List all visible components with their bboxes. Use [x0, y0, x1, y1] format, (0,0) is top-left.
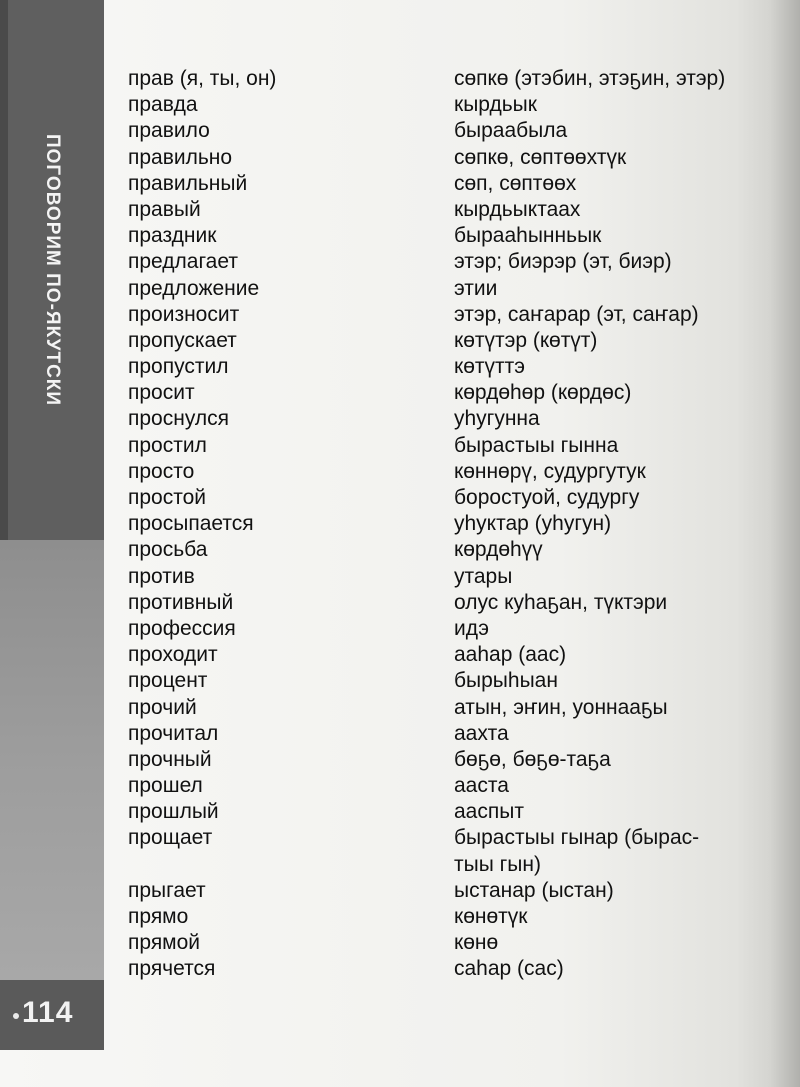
russian-word: правда: [128, 93, 198, 117]
russian-word: профессия: [128, 616, 236, 640]
russian-word: прочный: [128, 747, 212, 771]
yakut-translation: аахта: [454, 721, 509, 745]
russian-word: просьба: [128, 538, 208, 562]
dictionary-entry: [128, 773, 758, 799]
russian-word: прочий: [128, 695, 197, 719]
dictionary-entry: [128, 564, 758, 590]
yakut-translation: саһар (сас): [454, 957, 564, 981]
dictionary-entry: [128, 695, 758, 721]
dictionary-entry: [128, 956, 758, 982]
russian-word: просто: [128, 459, 195, 483]
yakut-translation: утары: [454, 564, 513, 588]
russian-word: проходит: [128, 643, 218, 667]
dictionary-entry: [128, 249, 758, 275]
yakut-translation: боростуой, судургу: [454, 486, 640, 509]
yakut-translation: сөп, сөптөөх: [454, 171, 577, 195]
yakut-translation: сөпкө, сөптөөхтүк: [454, 145, 627, 169]
dictionary-entry: [128, 799, 758, 825]
russian-word: прочитал: [128, 721, 219, 745]
yakut-translation: ааста: [454, 774, 509, 798]
yakut-translation: уһугунна: [454, 407, 540, 431]
yakut-translation: көрдөһөр (көрдөс): [454, 381, 632, 405]
russian-word: правый: [128, 197, 201, 221]
yakut-translation: этэр; биэрэр (эт, биэр): [454, 250, 672, 274]
yakut-translation: бырыhыан: [454, 669, 558, 693]
russian-word: процент: [128, 669, 208, 693]
dictionary-entry: [128, 92, 758, 118]
dictionary-entry: [128, 459, 758, 485]
dictionary-entry: [128, 668, 758, 694]
yakut-translation: бөҕө, бөҕө-таҕа: [454, 747, 611, 771]
russian-word: правильно: [128, 145, 233, 169]
yakut-translation: этэр, саҥарар (эт, саҥар): [454, 302, 699, 326]
yakut-translation: ааспыт: [454, 800, 524, 824]
dictionary-entry: [128, 380, 758, 406]
russian-word: прощает: [128, 826, 213, 850]
dictionary-entry: [128, 485, 758, 511]
yakut-translation: көннөрү, судургутук: [454, 459, 646, 483]
dictionary-entry: [128, 66, 758, 92]
dictionary-entry: [128, 354, 758, 380]
yakut-translation: идэ: [454, 616, 489, 640]
russian-word: предлагает: [128, 250, 238, 274]
yakut-translation: ыстанар (ыстан): [454, 878, 614, 902]
dictionary-entry: [128, 616, 758, 642]
russian-word: праздник: [128, 224, 217, 248]
side-tab-lower: [0, 540, 104, 980]
russian-word: просыпается: [128, 512, 254, 536]
dictionary-entry: [128, 145, 758, 171]
dictionary-entry: [128, 406, 758, 432]
russian-word: прыгает: [128, 878, 206, 902]
yakut-translation: көтүтэр (көтүт): [454, 328, 598, 352]
yakut-translation: көрдөһүү: [454, 538, 543, 562]
yakut-translation: бырааһынньык: [454, 224, 602, 248]
russian-word: правильный: [128, 171, 248, 195]
russian-word: противный: [128, 590, 234, 614]
yakut-translation: бырастыы гынна: [454, 433, 619, 457]
dictionary-entry: [128, 852, 758, 878]
russian-word: прячется: [128, 957, 216, 981]
yakut-translation: сөпкө (этэбин, этэҕин, этэр): [454, 67, 726, 90]
russian-word: прошел: [128, 774, 203, 798]
bullet-dot-icon: [13, 1013, 19, 1019]
dictionary-entry: [128, 276, 758, 302]
russian-word: правило: [128, 119, 210, 143]
dictionary-entry: [128, 930, 758, 956]
dictionary-entry: [128, 118, 758, 144]
dictionary-entry: [128, 721, 758, 747]
yakut-translation: кырдьыктаах: [454, 197, 581, 221]
dictionary-entry: [128, 904, 758, 930]
russian-word: проснулся: [128, 407, 229, 431]
dictionary-entry: [128, 302, 758, 328]
dictionary-entry: [128, 590, 758, 616]
yakut-translation: көнөтүк: [454, 905, 528, 928]
dictionary-entries: [128, 66, 758, 983]
russian-word: предложение: [128, 276, 260, 300]
dictionary-entry: [128, 537, 758, 563]
russian-word: прямой: [128, 931, 201, 955]
dictionary-entry: [128, 433, 758, 459]
russian-word: прошлый: [128, 800, 219, 824]
yakut-translation: көнө: [454, 931, 499, 955]
yakut-translation: уһуктар (уһугун): [454, 512, 612, 536]
page-number-box: [0, 980, 104, 1050]
dictionary-entry: [128, 642, 758, 668]
russian-word: прав (я, ты, он): [128, 67, 277, 90]
yakut-translation: олус куһаҕан, түктэри: [454, 590, 668, 614]
russian-word: простой: [128, 486, 207, 509]
page-number: 114: [22, 996, 74, 1029]
dictionary-entry: [128, 171, 758, 197]
russian-word: прямо: [128, 905, 189, 928]
russian-word: против: [128, 564, 195, 588]
yakut-translation: атын, эҥин, уоннааҕы: [454, 695, 668, 719]
dictionary-entry: [128, 197, 758, 223]
russian-word: простил: [128, 433, 207, 457]
dictionary-entry: [128, 747, 758, 773]
gutter-shadow: [770, 0, 800, 1087]
yakut-translation: бырастыы гынар (быраc-: [454, 826, 700, 850]
russian-word: произносит: [128, 302, 240, 326]
dictionary-entry: [128, 511, 758, 537]
yakut-translation: тыы гын): [454, 852, 541, 876]
russian-word: пропускает: [128, 328, 237, 352]
dictionary-entry: [128, 878, 758, 904]
russian-word: просит: [128, 381, 195, 405]
side-tab: [0, 0, 104, 540]
russian-word: пропустил: [128, 355, 229, 379]
dictionary-entry: [128, 825, 758, 851]
yakut-translation: быраабыла: [454, 119, 568, 143]
dictionary-entry: [128, 328, 758, 354]
yakut-translation: кырдьык: [454, 93, 537, 117]
yakut-translation: ааһар (аас): [454, 643, 567, 667]
dictionary-entry: [128, 223, 758, 249]
yakut-translation: этии: [454, 276, 498, 300]
side-title: ПОГОВОРИМ ПО-ЯКУТСКИ: [42, 133, 63, 407]
yakut-translation: көтүттэ: [454, 355, 525, 379]
